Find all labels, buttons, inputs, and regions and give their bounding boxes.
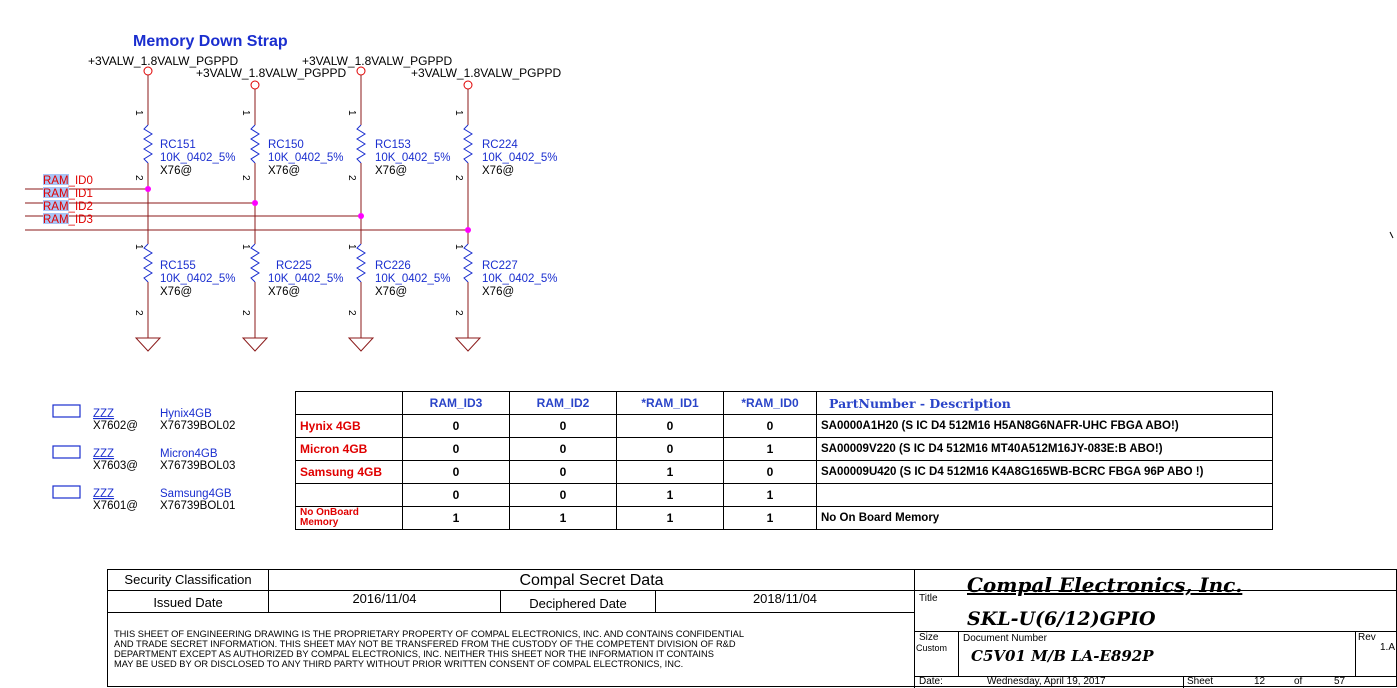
- table-header: *RAM_ID1: [617, 392, 724, 415]
- part-options: [53, 405, 235, 512]
- net-label-ram-id3: RAM_ID3: [43, 214, 93, 226]
- resistor-ref: RC155: [160, 260, 196, 272]
- table-cell: 1: [724, 507, 817, 530]
- pin-number: 1: [453, 244, 464, 250]
- part-ref: ZZZ: [93, 408, 115, 420]
- resistor-ref: RC227: [482, 260, 518, 272]
- resistor-option: X76@: [268, 286, 301, 298]
- power-rail-label: +3VALW_1.8VALW_PGPPD: [196, 66, 347, 80]
- sheet-title: SKL-U(6/12)GPIO: [967, 608, 1156, 630]
- pin-number: 2: [133, 310, 144, 316]
- title-label: Title: [919, 593, 938, 604]
- pin-number: 1: [453, 110, 464, 116]
- part-number: X76739BOL03: [160, 460, 236, 472]
- rev-cell: [1355, 631, 1397, 676]
- junction-dot: [252, 200, 258, 206]
- resistor-column-1: [133, 67, 160, 351]
- part-option: X7602@: [93, 420, 138, 432]
- table-row: [296, 415, 1273, 438]
- issued-date-label: Issued Date: [108, 591, 269, 613]
- date-value: Wednesday, April 19, 2017: [987, 676, 1106, 687]
- pin-number: 2: [453, 310, 464, 316]
- memory-id-table: [295, 391, 1273, 530]
- deciphered-date-label: Deciphered Date: [501, 591, 656, 613]
- part-box-symbol: [53, 446, 80, 458]
- notice-line: DEPARTMENT EXCEPT AS AUTHORIZED BY COMPAL ELECTRONICS, INC. NEITHER THIS SHEET NOR THE INFORMATION IT CONTAINS: [114, 649, 714, 659]
- pin-number: 1: [240, 244, 251, 250]
- part-box-symbol: [53, 486, 80, 498]
- security-value: Compal Secret Data: [269, 570, 914, 591]
- rev-label: Rev: [1358, 632, 1376, 643]
- deciphered-date-value: 2018/11/04: [656, 591, 914, 613]
- divider: [915, 631, 1397, 632]
- table-cell: 0: [510, 484, 617, 507]
- resistor-option: X76@: [160, 286, 193, 298]
- pin-number: 2: [240, 175, 251, 181]
- table-cell: 0: [403, 438, 510, 461]
- resistor-option: X76@: [160, 165, 193, 177]
- resistor-value: 10K_0402_5%: [482, 152, 558, 164]
- pin-number: 1: [240, 110, 251, 116]
- power-rail-label: +3VALW_1.8VALW_PGPPD: [88, 54, 239, 68]
- table-cell: 1: [617, 484, 724, 507]
- resistor-symbol: [144, 244, 152, 282]
- resistor-column-4: [453, 81, 480, 351]
- of-label: of: [1294, 676, 1303, 687]
- resistor-symbol: [251, 125, 259, 163]
- document-number: C5V01 M/B LA-E892P: [971, 647, 1154, 665]
- table-cell: 0: [617, 415, 724, 438]
- table-cell: 1: [617, 461, 724, 484]
- resistor-value: 10K_0402_5%: [160, 273, 236, 285]
- resistor-ref: RC225: [276, 260, 312, 272]
- junction-dot: [465, 227, 471, 233]
- confidential-notice: [114, 629, 909, 669]
- part-name: Samsung4GB: [160, 488, 232, 500]
- power-connector-symbol: [251, 81, 259, 89]
- row-label: Micron 4GB: [296, 438, 403, 461]
- ground-symbol: [456, 338, 480, 351]
- table-cell: 0: [403, 415, 510, 438]
- table-cell: 0: [617, 438, 724, 461]
- total-sheets: 57: [1334, 676, 1346, 687]
- net-label-ram-id0: RAM_ID0: [43, 175, 93, 187]
- notice-line: THIS SHEET OF ENGINEERING DRAWING IS THE PROPRIETARY PROPERTY OF COMPAL ELECTRONICS, INC. AND CONTAINS CONFIDENTIAL: [114, 629, 745, 639]
- resistor-symbol: [357, 244, 365, 282]
- table-row: [296, 507, 1273, 530]
- resistor-symbol: [464, 244, 472, 282]
- power-rail-label: +3VALW_1.8VALW_PGPPD: [302, 54, 453, 68]
- junction-dot: [358, 213, 364, 219]
- pin-number: 2: [133, 175, 144, 181]
- part-ref: ZZZ: [93, 488, 115, 500]
- table-row: [296, 484, 1273, 507]
- table-cell: 0: [403, 461, 510, 484]
- size-label: Size: [919, 632, 939, 643]
- power-connector-symbol: [357, 67, 365, 75]
- pin-number: 1: [133, 244, 144, 250]
- resistor-option: X76@: [375, 165, 408, 177]
- resistor-column-3: [346, 67, 373, 351]
- pin-number: 1: [346, 244, 357, 250]
- resistor-ref: RC224: [482, 139, 518, 151]
- table-header: RAM_ID2: [510, 392, 617, 415]
- resistor-value: 10K_0402_5%: [268, 273, 344, 285]
- size-value: Custom: [916, 643, 948, 653]
- table-cell: [296, 392, 403, 415]
- resistor-ref: RC150: [268, 139, 304, 151]
- table-cell: 0: [510, 438, 617, 461]
- net-label-ram-id1: RAM_ID1: [43, 188, 93, 200]
- row-label: [296, 507, 403, 530]
- resistor-option: X76@: [482, 165, 515, 177]
- table-cell: 0: [510, 415, 617, 438]
- junction-dot: [145, 186, 151, 192]
- edge-mark: [1390, 232, 1393, 238]
- security-label: Security Classification: [108, 570, 269, 591]
- title-block-right: [914, 570, 1397, 688]
- part-description: [817, 484, 1273, 507]
- pin-number: 1: [346, 110, 357, 116]
- table-cell: 1: [724, 484, 817, 507]
- pin-number: 2: [240, 310, 251, 316]
- pin-number: 2: [346, 310, 357, 316]
- table-row: [296, 461, 1273, 484]
- divider: [1183, 676, 1184, 688]
- issued-date-value: 2016/11/04: [269, 591, 501, 613]
- table-cell: 0: [510, 461, 617, 484]
- table-row: [296, 438, 1273, 461]
- resistor-symbol: [144, 125, 152, 163]
- row-label-line: Memory: [300, 517, 339, 528]
- docnum-label: Document Number: [963, 633, 1047, 644]
- part-ref: ZZZ: [93, 448, 115, 460]
- table-cell: 0: [403, 484, 510, 507]
- notice-line: MAY BE USED BY OR DISCLOSED TO ANY THIRD PARTY WITHOUT PRIOR WRITTEN CONSENT OF COMPAL ELECTRONICS, INC.: [114, 659, 684, 669]
- table-cell: 1: [403, 507, 510, 530]
- table-header: PartNumber - Description: [817, 392, 1273, 415]
- resistor-value: 10K_0402_5%: [375, 273, 451, 285]
- schematic-title: Memory Down Strap: [133, 33, 288, 50]
- ground-symbol: [243, 338, 267, 351]
- company-name: Compal Electronics, Inc.: [915, 570, 1397, 591]
- table-header: RAM_ID3: [403, 392, 510, 415]
- part-option: X7601@: [93, 500, 138, 512]
- power-connector-symbol: [464, 81, 472, 89]
- resistor-value: 10K_0402_5%: [268, 152, 344, 164]
- resistor-symbol: [357, 125, 365, 163]
- resistor-ref: RC153: [375, 139, 411, 151]
- pin-number: 2: [453, 175, 464, 181]
- sheet-label: Sheet: [1187, 676, 1214, 687]
- part-box-symbol: [53, 405, 80, 417]
- table-cell: 1: [510, 507, 617, 530]
- pin-number: 1: [133, 110, 144, 116]
- pin-number: 2: [346, 175, 357, 181]
- part-description: SA0000A1H20 (S IC D4 512M16 H5AN8G6NAFR-UHC FBGA ABO!): [817, 415, 1273, 438]
- date-label: Date:: [919, 676, 943, 687]
- table-cell: 1: [617, 507, 724, 530]
- resistor-ref: RC226: [375, 260, 411, 272]
- table-cell: 1: [724, 438, 817, 461]
- size-cell: [915, 631, 959, 676]
- table-header-row: [296, 392, 1273, 415]
- ground-symbol: [349, 338, 373, 351]
- notice-line: AND TRADE SECRET INFORMATION. THIS SHEET MAY NOT BE TRANSFERED FROM THE CUSTODY OF THE COMPETENT DIVISION OF R&D: [114, 639, 736, 649]
- resistor-value: 10K_0402_5%: [375, 152, 451, 164]
- resistor-symbol: [464, 125, 472, 163]
- part-description: No On Board Memory: [817, 507, 1273, 530]
- power-connector-symbol: [144, 67, 152, 75]
- part-option: X7603@: [93, 460, 138, 472]
- resistor-value: 10K_0402_5%: [482, 273, 558, 285]
- resistor-option: X76@: [482, 286, 515, 298]
- table-cell: 0: [724, 415, 817, 438]
- part-name: Hynix4GB: [160, 408, 212, 420]
- part-description: SA00009U420 (S IC D4 512M16 K4A8G165WB-BCRC FBGA 96P ABO !): [817, 461, 1273, 484]
- row-label: Hynix 4GB: [296, 415, 403, 438]
- power-rail-label: +3VALW_1.8VALW_PGPPD: [411, 66, 562, 80]
- part-number: X76739BOL01: [160, 500, 236, 512]
- resistor-value: 10K_0402_5%: [160, 152, 236, 164]
- part-number: X76739BOL02: [160, 420, 236, 432]
- sheet-number: 12: [1254, 676, 1266, 687]
- part-description: SA00009V220 (S IC D4 512M16 MT40A512M16JY-083E:B ABO!): [817, 438, 1273, 461]
- part-name: Micron4GB: [160, 448, 218, 460]
- resistor-ref: RC151: [160, 139, 196, 151]
- row-label: Samsung 4GB: [296, 461, 403, 484]
- title-block: [107, 569, 1397, 687]
- ground-symbol: [136, 338, 160, 351]
- net-label-ram-id2: RAM_ID2: [43, 201, 93, 213]
- resistor-option: X76@: [268, 165, 301, 177]
- resistor-symbol: [251, 244, 259, 282]
- row-label-line: No OnBoard: [300, 507, 359, 518]
- rev-value: 1.A: [1379, 642, 1395, 653]
- table-cell: 0: [724, 461, 817, 484]
- resistor-option: X76@: [375, 286, 408, 298]
- row-label: [296, 484, 403, 507]
- table-header: *RAM_ID0: [724, 392, 817, 415]
